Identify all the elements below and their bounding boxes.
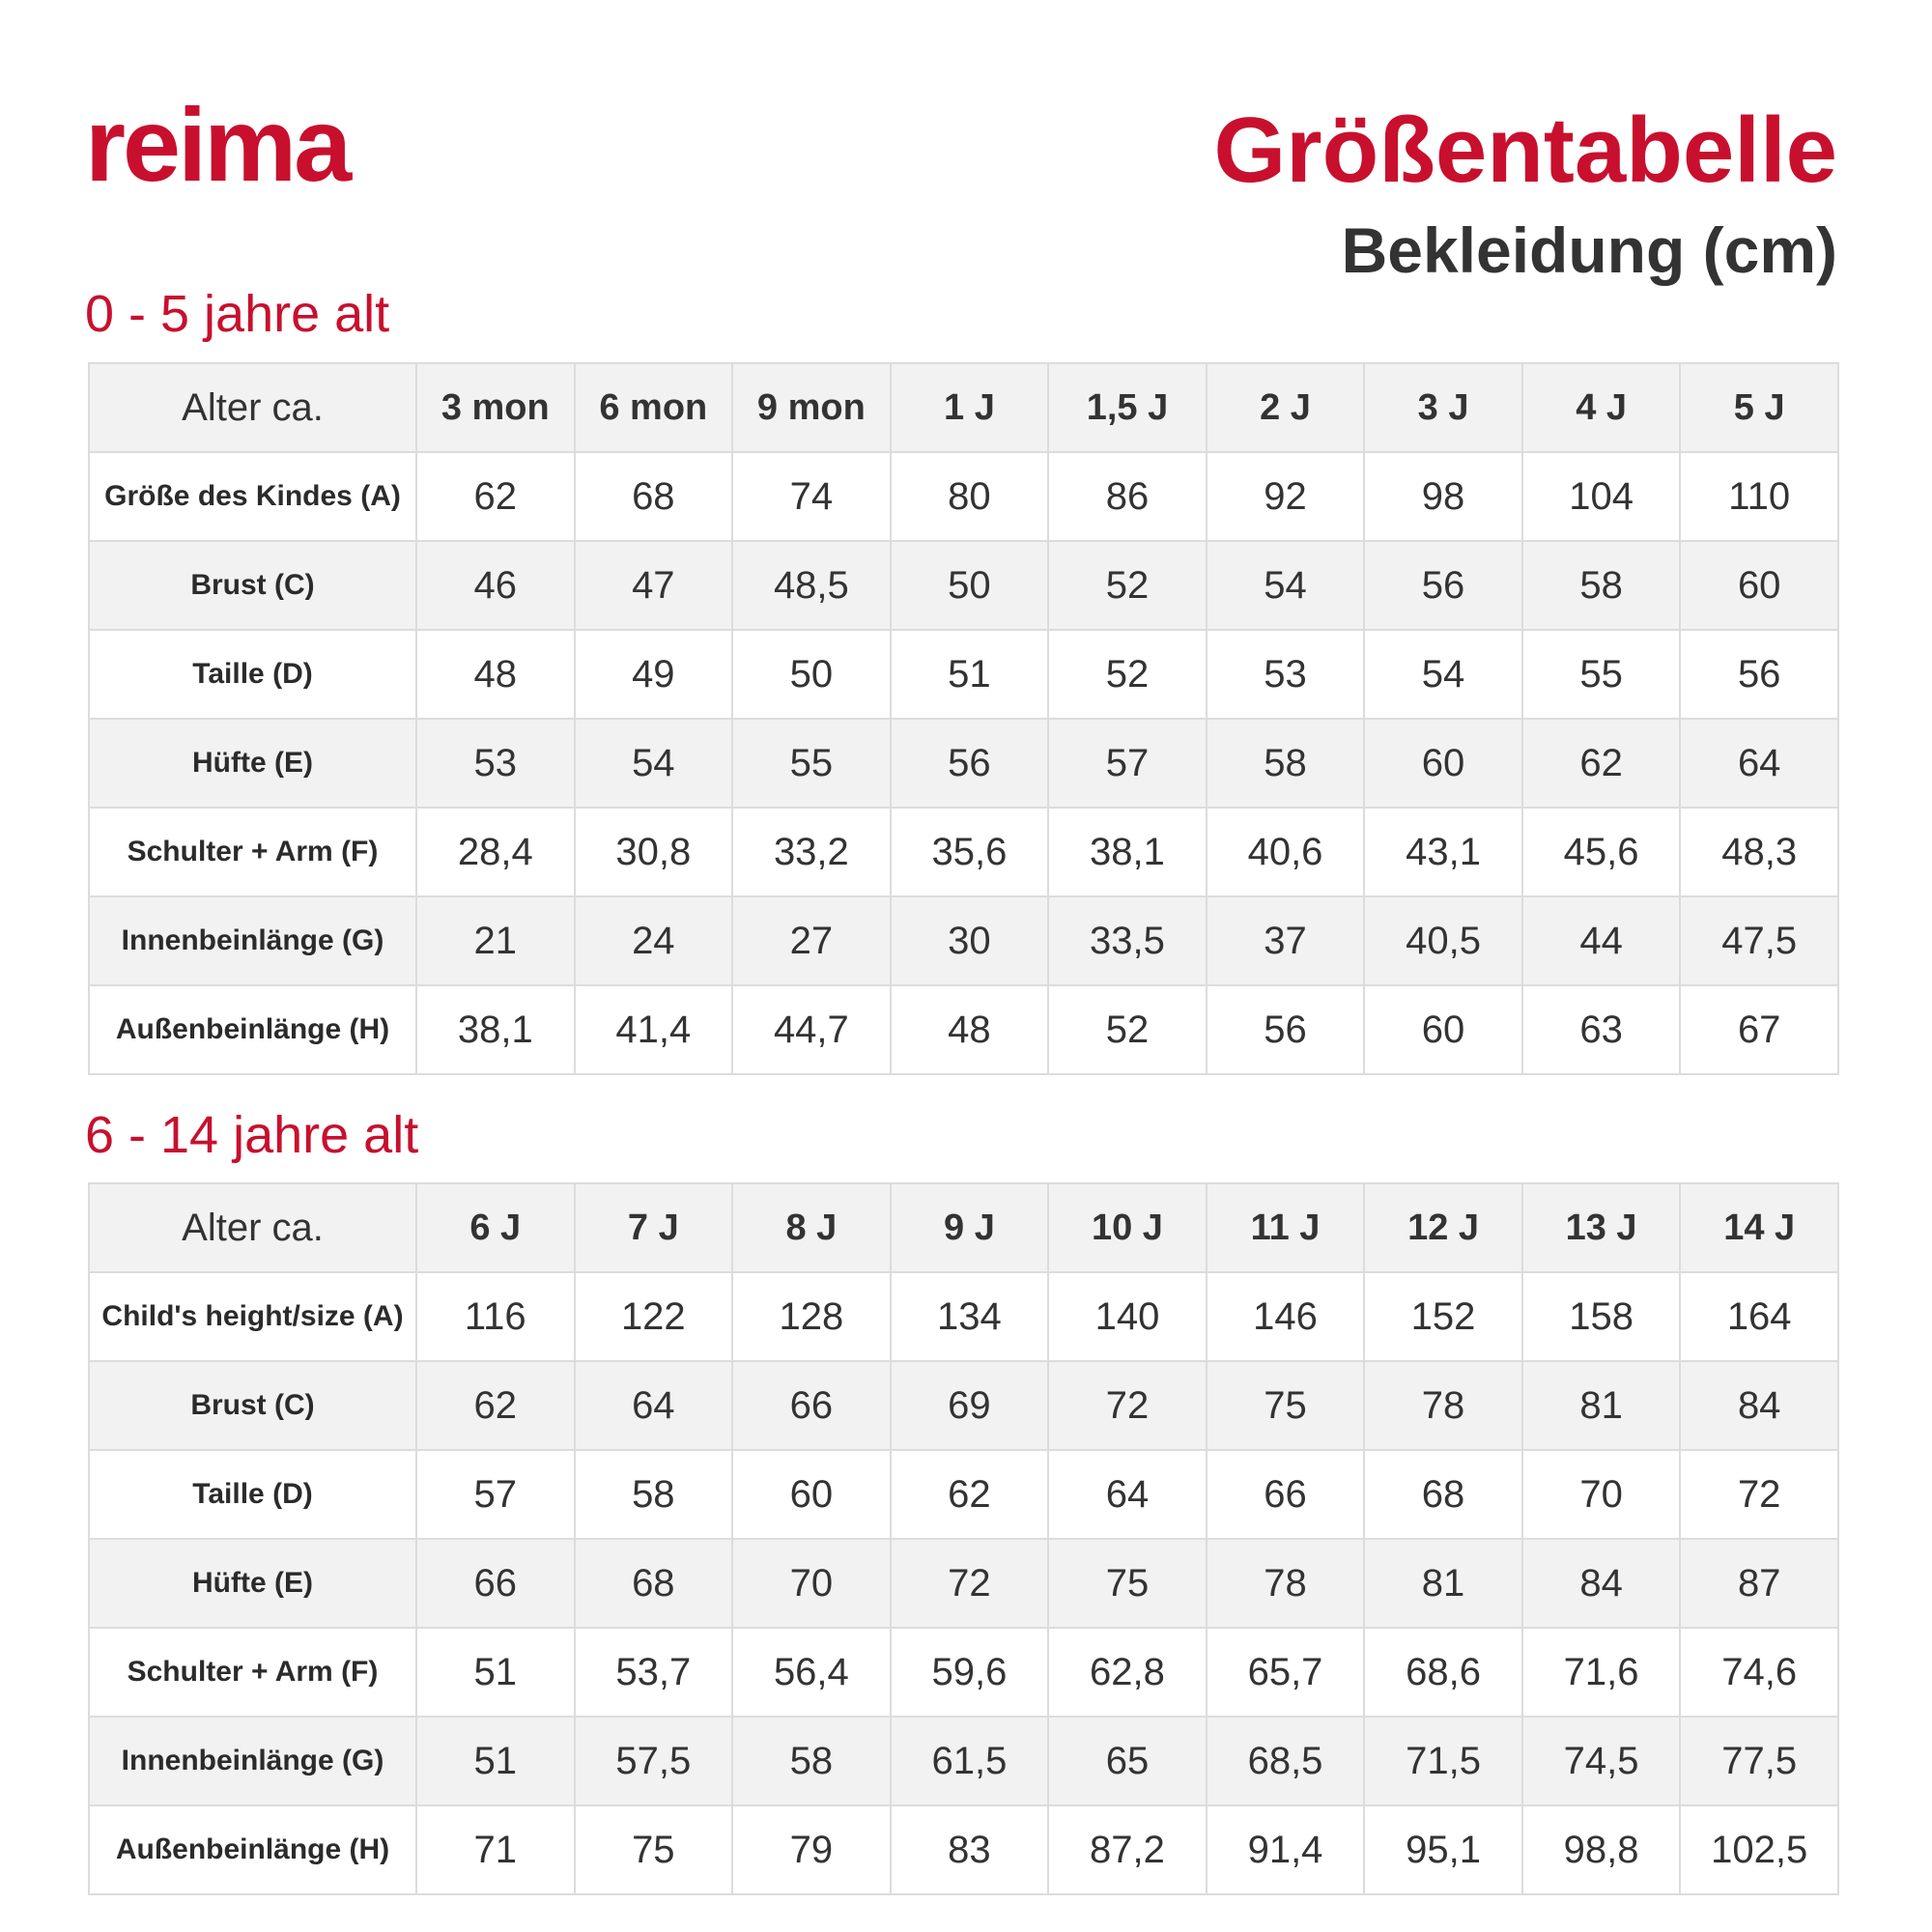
age-header-label: Alter ca. — [89, 363, 416, 452]
reima-logo: reima — [85, 86, 350, 203]
size-table-0-5 — [88, 362, 1839, 1075]
table-cell: 62 — [416, 452, 575, 541]
table-cell: 63 — [1522, 985, 1681, 1074]
age-column-header: 1 J — [891, 363, 1049, 452]
table-cell: 35,6 — [891, 808, 1049, 896]
table-cell: 54 — [575, 719, 733, 808]
table-cell: 37 — [1207, 896, 1365, 985]
measurement-label: Innenbeinlänge (G) — [89, 1717, 416, 1805]
age-column-header: 9 J — [891, 1183, 1049, 1272]
table-cell: 62 — [1522, 719, 1681, 808]
section-heading-0-5: 0 - 5 jahre alt — [85, 285, 390, 343]
age-column-header: 2 J — [1207, 363, 1365, 452]
table-cell: 40,6 — [1207, 808, 1365, 896]
table-cell: 51 — [416, 1628, 575, 1717]
table-cell: 74 — [732, 452, 891, 541]
measurement-label: Größe des Kindes (A) — [89, 452, 416, 541]
age-column-header: 13 J — [1522, 1183, 1681, 1272]
table-cell: 74,5 — [1522, 1717, 1681, 1805]
age-column-header: 14 J — [1680, 1183, 1838, 1272]
table-cell: 75 — [1048, 1539, 1207, 1628]
table-cell: 68 — [1364, 1450, 1522, 1539]
table-cell: 68,6 — [1364, 1628, 1522, 1717]
table-cell: 27 — [732, 896, 891, 985]
table-cell: 51 — [891, 630, 1049, 719]
table-cell: 48 — [891, 985, 1049, 1074]
table-cell: 62,8 — [1048, 1628, 1207, 1717]
measurement-label: Außenbeinlänge (H) — [89, 985, 416, 1074]
table-cell: 164 — [1680, 1272, 1838, 1361]
table-cell: 66 — [1207, 1450, 1365, 1539]
table-cell: 54 — [1207, 541, 1365, 630]
age-column-header: 1,5 J — [1048, 363, 1207, 452]
table-cell: 49 — [575, 630, 733, 719]
table-cell: 53 — [1207, 630, 1365, 719]
table-cell: 48,5 — [732, 541, 891, 630]
table-cell: 45,6 — [1522, 808, 1681, 896]
table-cell: 84 — [1522, 1539, 1681, 1628]
table-cell: 60 — [732, 1450, 891, 1539]
table-cell: 38,1 — [1048, 808, 1207, 896]
table-cell: 57 — [416, 1450, 575, 1539]
measurement-label: Taille (D) — [89, 1450, 416, 1539]
age-column-header: 6 mon — [575, 363, 733, 452]
table-row — [89, 1361, 1838, 1450]
table-cell: 21 — [416, 896, 575, 985]
table-cell: 87 — [1680, 1539, 1838, 1628]
table-cell: 122 — [575, 1272, 733, 1361]
table-cell: 66 — [732, 1361, 891, 1450]
table-cell: 64 — [1680, 719, 1838, 808]
age-column-header: 3 mon — [416, 363, 575, 452]
table-cell: 78 — [1207, 1539, 1365, 1628]
age-column-header: 10 J — [1048, 1183, 1207, 1272]
table-cell: 92 — [1207, 452, 1365, 541]
table-cell: 30,8 — [575, 808, 733, 896]
table-cell: 33,2 — [732, 808, 891, 896]
table-cell: 65 — [1048, 1717, 1207, 1805]
table-cell: 46 — [416, 541, 575, 630]
table-cell: 104 — [1522, 452, 1681, 541]
table-cell: 78 — [1364, 1361, 1522, 1450]
table-cell: 81 — [1522, 1361, 1681, 1450]
table-cell: 53,7 — [575, 1628, 733, 1717]
table-cell: 95,1 — [1364, 1805, 1522, 1894]
table-cell: 50 — [732, 630, 891, 719]
table-cell: 98 — [1364, 452, 1522, 541]
table-row — [89, 452, 1838, 541]
age-column-header: 9 mon — [732, 363, 891, 452]
age-column-header: 4 J — [1522, 363, 1681, 452]
table-cell: 110 — [1680, 452, 1838, 541]
table-cell: 44,7 — [732, 985, 891, 1074]
table-row — [89, 1450, 1838, 1539]
age-column-header: 11 J — [1207, 1183, 1365, 1272]
table-cell: 56 — [1207, 985, 1365, 1074]
page-title: Größentabelle — [1213, 99, 1837, 202]
measurement-label: Hüfte (E) — [89, 719, 416, 808]
table-cell: 65,7 — [1207, 1628, 1365, 1717]
table-cell: 71 — [416, 1805, 575, 1894]
table-cell: 79 — [732, 1805, 891, 1894]
table-cell: 86 — [1048, 452, 1207, 541]
table-cell: 75 — [575, 1805, 733, 1894]
measurement-label: Child's height/size (A) — [89, 1272, 416, 1361]
table-cell: 68,5 — [1207, 1717, 1365, 1805]
age-column-header: 6 J — [416, 1183, 575, 1272]
table-cell: 67 — [1680, 985, 1838, 1074]
table-cell: 48,3 — [1680, 808, 1838, 896]
table-cell: 56,4 — [732, 1628, 891, 1717]
table-cell: 87,2 — [1048, 1805, 1207, 1894]
table-cell: 158 — [1522, 1272, 1681, 1361]
table-cell: 52 — [1048, 985, 1207, 1074]
table-cell: 75 — [1207, 1361, 1365, 1450]
table-cell: 44 — [1522, 896, 1681, 985]
age-column-header: 8 J — [732, 1183, 891, 1272]
table-cell: 91,4 — [1207, 1805, 1365, 1894]
age-column-header: 3 J — [1364, 363, 1522, 452]
table-cell: 28,4 — [416, 808, 575, 896]
table-cell: 80 — [891, 452, 1049, 541]
table-cell: 40,5 — [1364, 896, 1522, 985]
header-row — [89, 363, 1838, 452]
table-cell: 62 — [891, 1450, 1049, 1539]
measurement-label: Außenbeinlänge (H) — [89, 1805, 416, 1894]
table-cell: 61,5 — [891, 1717, 1049, 1805]
table-cell: 72 — [1680, 1450, 1838, 1539]
table-row — [89, 1628, 1838, 1717]
table-cell: 33,5 — [1048, 896, 1207, 985]
table-row — [89, 808, 1838, 896]
table-cell: 77,5 — [1680, 1717, 1838, 1805]
table-row — [89, 630, 1838, 719]
table-cell: 140 — [1048, 1272, 1207, 1361]
table-cell: 64 — [1048, 1450, 1207, 1539]
table-cell: 58 — [1207, 719, 1365, 808]
table-cell: 54 — [1364, 630, 1522, 719]
age-header-label: Alter ca. — [89, 1183, 416, 1272]
table-cell: 47,5 — [1680, 896, 1838, 985]
measurement-label: Innenbeinlänge (G) — [89, 896, 416, 985]
age-column-header: 12 J — [1364, 1183, 1522, 1272]
table-row — [89, 1717, 1838, 1805]
table-cell: 56 — [1364, 541, 1522, 630]
table-cell: 58 — [575, 1450, 733, 1539]
table-row — [89, 1272, 1838, 1361]
table-cell: 50 — [891, 541, 1049, 630]
table-cell: 72 — [891, 1539, 1049, 1628]
table-cell: 71,5 — [1364, 1717, 1522, 1805]
table-cell: 83 — [891, 1805, 1049, 1894]
table-cell: 38,1 — [416, 985, 575, 1074]
table-cell: 128 — [732, 1272, 891, 1361]
table-cell: 116 — [416, 1272, 575, 1361]
table-cell: 70 — [1522, 1450, 1681, 1539]
table-cell: 48 — [416, 630, 575, 719]
table-cell: 84 — [1680, 1361, 1838, 1450]
table-cell: 52 — [1048, 541, 1207, 630]
table-row — [89, 896, 1838, 985]
table-cell: 55 — [1522, 630, 1681, 719]
measurement-label: Hüfte (E) — [89, 1539, 416, 1628]
table-cell: 68 — [575, 452, 733, 541]
table-cell: 56 — [1680, 630, 1838, 719]
table-cell: 43,1 — [1364, 808, 1522, 896]
table-cell: 98,8 — [1522, 1805, 1681, 1894]
table-cell: 74,6 — [1680, 1628, 1838, 1717]
table-row — [89, 985, 1838, 1074]
table-cell: 146 — [1207, 1272, 1365, 1361]
page-subtitle: Bekleidung (cm) — [1341, 214, 1837, 286]
table-cell: 102,5 — [1680, 1805, 1838, 1894]
measurement-label: Brust (C) — [89, 1361, 416, 1450]
table-cell: 60 — [1680, 541, 1838, 630]
table-cell: 134 — [891, 1272, 1049, 1361]
table-cell: 55 — [732, 719, 891, 808]
table-cell: 47 — [575, 541, 733, 630]
table-cell: 58 — [732, 1717, 891, 1805]
measurement-label: Taille (D) — [89, 630, 416, 719]
table-cell: 30 — [891, 896, 1049, 985]
table-row — [89, 719, 1838, 808]
table-cell: 57,5 — [575, 1717, 733, 1805]
table-row — [89, 541, 1838, 630]
table-cell: 24 — [575, 896, 733, 985]
table-cell: 69 — [891, 1361, 1049, 1450]
table-cell: 56 — [891, 719, 1049, 808]
table-cell: 72 — [1048, 1361, 1207, 1450]
table-cell: 152 — [1364, 1272, 1522, 1361]
measurement-label: Brust (C) — [89, 541, 416, 630]
table-cell: 70 — [732, 1539, 891, 1628]
table-row — [89, 1805, 1838, 1894]
size-table-6-14 — [88, 1182, 1839, 1895]
header-row — [89, 1183, 1838, 1272]
table-cell: 51 — [416, 1717, 575, 1805]
age-column-header: 5 J — [1680, 363, 1838, 452]
table-cell: 66 — [416, 1539, 575, 1628]
table-cell: 57 — [1048, 719, 1207, 808]
table-cell: 62 — [416, 1361, 575, 1450]
table-cell: 41,4 — [575, 985, 733, 1074]
table-cell: 64 — [575, 1361, 733, 1450]
section-heading-6-14: 6 - 14 jahre alt — [85, 1106, 419, 1164]
table-cell: 60 — [1364, 985, 1522, 1074]
table-cell: 59,6 — [891, 1628, 1049, 1717]
measurement-label: Schulter + Arm (F) — [89, 808, 416, 896]
table-cell: 81 — [1364, 1539, 1522, 1628]
age-column-header: 7 J — [575, 1183, 733, 1272]
table-cell: 68 — [575, 1539, 733, 1628]
measurement-label: Schulter + Arm (F) — [89, 1628, 416, 1717]
table-cell: 71,6 — [1522, 1628, 1681, 1717]
table-cell: 52 — [1048, 630, 1207, 719]
table-cell: 60 — [1364, 719, 1522, 808]
table-row — [89, 1539, 1838, 1628]
table-cell: 58 — [1522, 541, 1681, 630]
table-cell: 53 — [416, 719, 575, 808]
